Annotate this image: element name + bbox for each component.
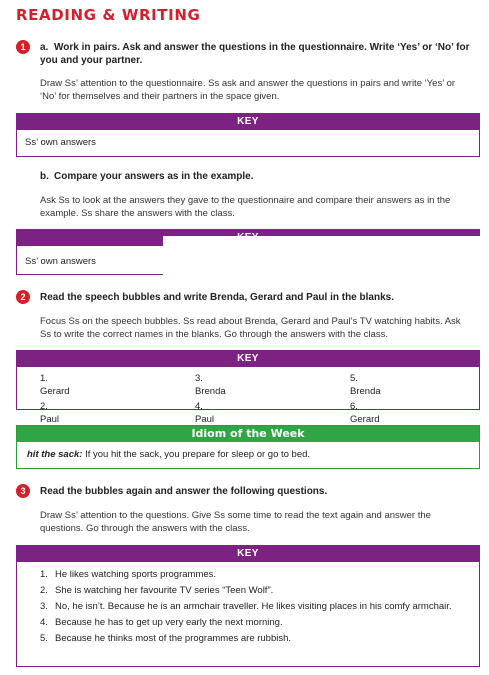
exercise-1b-label: b. (40, 171, 49, 182)
key-answer-item: 4. Because he has to get up very early the next morning. (40, 617, 283, 628)
exercise-1b-instruction (40, 170, 470, 183)
key-answer-item: 1. He likes watching sports programmes. (40, 569, 217, 580)
key-box-1a (16, 113, 480, 157)
page-title: READING & WRITING (16, 6, 201, 24)
key-answer-item: 5. Brenda (350, 373, 381, 397)
exercise-2-badge: 2 (16, 290, 30, 304)
key-answer: Ss’ own answers (25, 137, 96, 148)
exercise-3-instruction: Read the bubbles again and answer the following questions. (40, 486, 328, 497)
key-box-3 (16, 545, 480, 667)
key-answer-item: 4. Paul (195, 401, 215, 425)
key-answer: Ss’ own answers (25, 256, 96, 267)
exercise-1a-instruction (40, 41, 470, 67)
key-header: KEY (17, 546, 479, 562)
exercise-1a-instruction-text: Work in pairs. Ask and answer the questions in the questionnaire. Write ‘Yes’ or ‘No’ for you and your partner. (40, 42, 470, 66)
key-answer-item: 1. Gerard (40, 373, 70, 397)
key-header: KEY (17, 351, 479, 367)
idiom-header: Idiom of the Week (17, 426, 479, 442)
key-answer-item: 6. Gerard (350, 401, 380, 425)
key-answer-item: 2. Paul (40, 401, 60, 425)
idiom-box (16, 425, 480, 469)
exercise-1-badge: 1 (16, 40, 30, 54)
exercise-2-teacher-note: Focus Ss on the speech bubbles. Ss read about Brenda, Gerard and Paul’s TV watching habits. Ask Ss to write the correct names in the blanks. Go through the answers with the class. (40, 316, 461, 340)
key-answer-item: 2. She is watching her favourite TV series “Teen Wolf”. (40, 585, 274, 596)
key-answer-item: 5. Because he thinks most of the programmes are rubbish. (40, 633, 292, 644)
exercise-3-badge: 3 (16, 484, 30, 498)
exercise-1b-teacher-note: Ask Ss to look at the answers they gave to the questionnaire and compare their answers as in the example. Ss share the answers with the class. (40, 195, 451, 219)
exercise-2-instruction: Read the speech bubbles and write Brenda, Gerard and Paul in the blanks. (40, 292, 394, 303)
idiom-term: hit the sack: (27, 449, 83, 460)
exercise-1b-instruction-text: Compare your answers as in the example. (54, 171, 254, 182)
exercise-3-teacher-note: Draw Ss’ attention to the questions. Give Ss some time to read the text again and answer the questions. Go through the answers with the class. (40, 510, 431, 534)
key-answer-item: 3. Brenda (195, 373, 226, 397)
key-box-2 (16, 350, 480, 425)
exercise-1a-label: a. (40, 42, 49, 53)
key-answer-item: 3. No, he isn’t. Because he is an armchair traveller. He likes visiting places in his comfy armchair. (40, 601, 452, 612)
exercise-1a-teacher-note: Draw Ss’ attention to the questionnaire. Ss ask and answer the questions in pairs and write ‘Yes’ or ‘No’ for themselves and their partners in the space given. (40, 78, 456, 102)
blank-patch (163, 236, 483, 276)
idiom-definition: If you hit the sack, you prepare for sleep or go to bed. (82, 449, 311, 460)
key-header: KEY (17, 114, 479, 130)
